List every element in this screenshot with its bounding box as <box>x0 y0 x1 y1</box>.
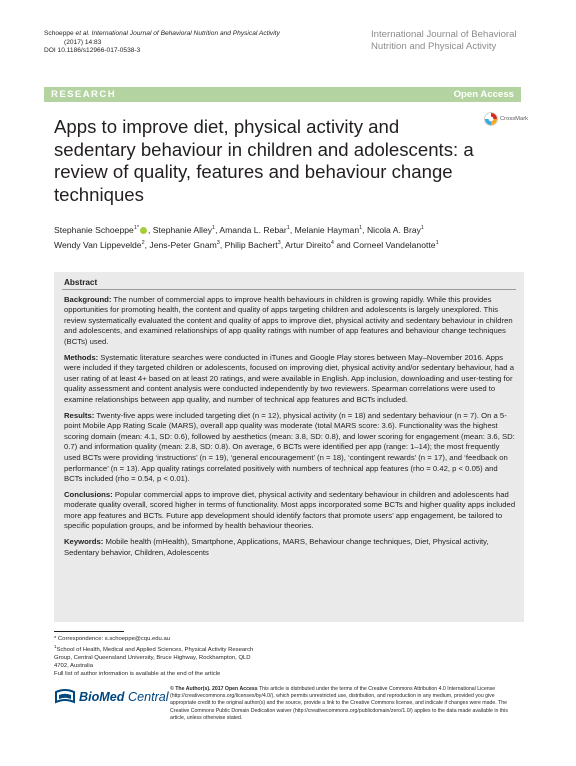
section-label: Keywords: <box>64 537 104 547</box>
publisher-name-bold: BioMed <box>79 690 125 704</box>
author-name[interactable]: , Nicola A. Bray <box>362 224 421 235</box>
author-affiliation-sup: 3 <box>277 240 281 247</box>
affiliation-line: Group, Central Queensland University, Bruce Highway, Rockhampton, QLD <box>54 654 251 661</box>
citation-journal: et al. International Journal of Behavioral Nutrition and Physical Activity <box>75 30 280 37</box>
affiliation-sup: 1 <box>54 644 57 649</box>
author-line-2 <box>54 237 514 252</box>
article-type-label: RESEARCH <box>51 89 117 100</box>
section-text: Twenty-five apps were included targeting diet (n = 12), physical activity (n = 18) and sedentary behaviour (n = 7). On a 5-point Mobile App Rating Scale (MARS), overall app quality was moderate (total MARS score: 3.6). Functionality was the highest scoring domain (mean: 4.1, SD: 0.6), followed by aesthetics (mean: 3.8, SD: 0.8), and lower scoring for engagement (mean: 3.6, SD: 0.7) and information quality (mean: 2.8, SD: 0.8). On average, 6 BCTs were identified per app (range: 1–14); the most frequently used BCTs were providing ‘instructions’ (n = 19), ‘general encouragement’ (n = 18), ‘contingent rewards’ (n = 17), and ‘feedback on performance’ (n = 13). App quality ratings correlated positively with numbers of technical app features (rho = 0.42, p < 0.05) and BCTs included (rho = 0.54, p < 0.01). <box>64 410 515 484</box>
author-affiliation-sup: 1* <box>133 225 140 231</box>
crossmark-icon <box>484 112 498 126</box>
abstract-background <box>64 295 516 348</box>
affiliation-line: 4702, Australia <box>54 662 93 669</box>
section-text: Mobile health (mHealth), Smartphone, Applications, MARS, Behaviour change techniques, Diet, Physical activity, Sedentary behavior, Children, Adolescents <box>64 537 489 557</box>
author-line-1 <box>54 222 514 237</box>
abstract-box <box>54 272 524 622</box>
author-name[interactable]: Wendy Van Lippevelde <box>54 240 142 251</box>
crossmark-label: CrossMark <box>500 116 529 122</box>
journal-name-line2: Nutrition and Physical Activity <box>371 40 497 52</box>
author-affiliation-sup: 1 <box>420 225 424 231</box>
affiliation-text: School of Health, Medical and Applied Sciences, Physical Activity Research <box>56 646 254 653</box>
abstract-keywords <box>64 537 516 558</box>
section-label: Results: <box>64 410 95 420</box>
author-affiliation-sup: 1 <box>435 240 439 247</box>
citation-authors: Schoeppe <box>44 30 76 37</box>
correspondence-footnote <box>54 635 344 678</box>
author-name[interactable]: , Philip Bachert <box>219 240 278 251</box>
section-text: Popular commercial apps to improve diet, physical activity and sedentary behaviour in children and adolescents had moderate quality overall, scored higher in terms of functionality. Most apps incorporated some BCTs and higher quality apps included more app features and BCTs. Future app development should identify factors that promote users’ app engagement, be tailored to specific population groups, and be informed by health behaviour theories. <box>64 489 516 531</box>
open-access-label: Open Access <box>453 89 514 100</box>
correspondence-email[interactable]: * Correspondence: s.schoeppe@cqu.edu.au <box>54 636 171 642</box>
license-heading: © The Author(s). 2017 Open Access <box>170 686 258 692</box>
abstract-divider <box>62 289 516 290</box>
author-name[interactable]: and Corneel Vandelanotte <box>333 240 436 251</box>
author-name[interactable]: , Stephanie Alley <box>148 224 213 235</box>
license-text: This article is distributed under the terms of the Creative Commons Attribution 4.0 International License (http://creativecommons.org/licenses/by/4.0/), which permits unrestricted use, distribution, and reproduction in any medium, provided you give appropriate credit to the original author(s) and the source, provide a link to the Creative Commons license, and indicate if changes were made. The Creative Commons Public Domain Dedication waiver (http://creativecommons.org/publicdomain/zero/1.0/) applies to the data made available in this article, unless otherwise stated. <box>170 686 508 721</box>
license-statement <box>170 686 522 722</box>
abstract-conclusions <box>64 490 516 532</box>
abstract-heading: Abstract <box>64 278 98 287</box>
publisher-name-rest: Central <box>124 690 169 704</box>
journal-name-line1: International Journal of Behavioral <box>371 29 517 40</box>
author-affiliation-sup: 3 <box>216 240 220 247</box>
journal-name <box>371 29 521 52</box>
crossmark-badge[interactable] <box>484 112 528 126</box>
citation-line <box>44 30 280 39</box>
section-label: Methods: <box>64 352 99 362</box>
citation-year-volume: (2017) 14:83 <box>64 38 102 46</box>
author-name[interactable]: Stephanie Schoeppe <box>54 224 134 235</box>
section-label: Conclusions: <box>64 489 113 499</box>
biomed-central-icon <box>54 688 76 706</box>
author-affiliation-sup: 2 <box>141 240 145 247</box>
article-type-band <box>44 87 521 102</box>
author-affiliation-sup: 1 <box>286 225 290 231</box>
author-affiliation-sup: 1 <box>359 225 363 231</box>
author-name[interactable]: , Amanda L. Rebar <box>215 224 287 235</box>
biomed-central-logo[interactable] <box>54 688 169 706</box>
author-name[interactable]: , Artur Direito <box>280 240 331 251</box>
footnote-divider <box>54 631 124 632</box>
section-text: Systematic literature searches were conducted in iTunes and Google Play stores between May–November 2016. Apps were included if they targeted children or adolescents, focused on improving diet, physical activity and/or sedentary behaviour, had a user rating of at least 4+ based on at least 20 ratings, and were available in English. App inclusion, downloading and user-testing for quality assessment and content analysis were conducted independently by two reviewers. Spearman correlations were used to examine relationships between app quality, and number of technical app features and BCTs included. <box>64 352 514 404</box>
abstract-methods <box>64 353 516 406</box>
publisher-name <box>79 690 169 704</box>
author-affiliation-sup: 1 <box>212 225 216 231</box>
author-affiliation-sup: 4 <box>330 240 334 247</box>
article-title: Apps to improve diet, physical activity and sedentary behaviour in children and adolescents: a review of quality, features and behaviour change techniques <box>54 116 474 205</box>
doi[interactable]: DOI 10.1186/s12966-017-0538-3 <box>44 47 141 55</box>
affiliation-line <box>54 643 344 654</box>
author-name[interactable]: , Melanie Hayman <box>289 224 360 235</box>
author-name[interactable]: , Jens-Peter Gnam <box>144 240 217 251</box>
running-header <box>44 30 280 56</box>
author-list <box>54 222 514 253</box>
section-label: Background: <box>64 294 112 304</box>
section-text: The number of commercial apps to improve health behaviours in children is growing rapidly. While this provides opportunities for promoting health, the content and quality of apps targeting children and adolescents is largely unexplored. This review systematically evaluated the content and quality of apps to improve diet, physical activity and sedentary behaviour in children and adolescents, and examined relationships of app quality ratings with number of app features and behaviour change techniques (BCTs) used. <box>64 294 513 346</box>
orcid-icon[interactable] <box>140 227 147 234</box>
author-info-note: Full list of author information is available at the end of the article <box>54 670 221 677</box>
abstract-results <box>64 411 516 485</box>
